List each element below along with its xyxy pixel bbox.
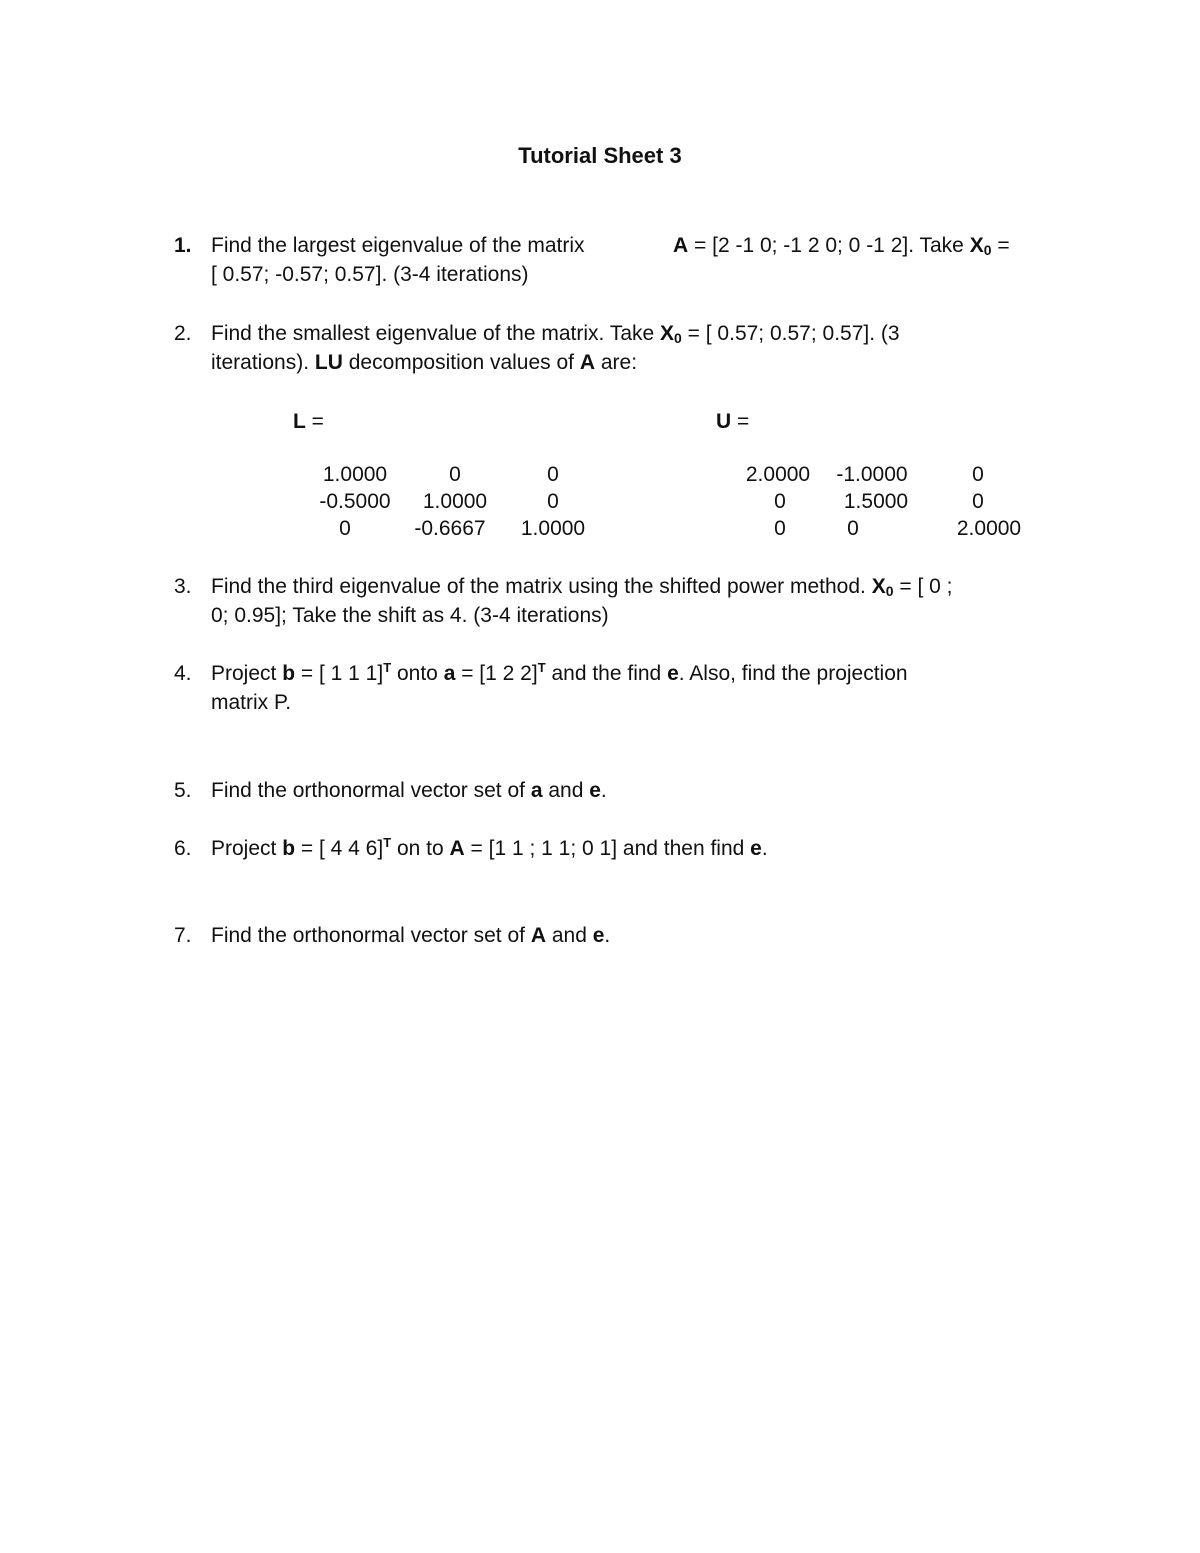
question-number: 4.: [174, 662, 192, 685]
question-text: Find the largest eigenvalue of the matrix A = [2 -1 0; -1 2 0; 0 -1 2]. Take $X_0$ = [ 0.57; -0.57; 0.57]. (3-4 iterations): [211, 234, 1010, 286]
l-cell: 1.0000: [322, 463, 388, 486]
l-cell: 0: [547, 463, 559, 486]
l-matrix-label: L =: [293, 410, 324, 433]
question-number: 7.: [174, 924, 192, 947]
l-cell: -0.6667: [414, 517, 486, 540]
question-number: 3.: [174, 575, 192, 598]
u-cell: 1.5000: [843, 490, 909, 513]
question-text: Find the third eigenvalue of the matrix using the shifted power method. $X_0$ = [ 0 ; 0; 0.95]; Take the shift as 4. (3-4 iterations): [211, 575, 953, 627]
u-cell: 0: [972, 490, 984, 513]
l-cell: 0: [449, 463, 461, 486]
u-cell: 2.0000: [956, 517, 1022, 540]
question-text: Project b = [ 4 4 6]$^T$ on to A = [1 1 ; 1 1; 0 1] and then find e.: [211, 835, 768, 860]
question-number: 2.: [174, 322, 192, 345]
u-cell: 0: [774, 517, 786, 540]
question-text: Project b = [ 1 1 1]$^T$ onto a = [1 2 2]$^T$ and the find e. Also, find the projection matrix P.: [211, 660, 908, 714]
l-cell: -0.5000: [319, 490, 391, 513]
question-text: Find the orthonormal vector set of A and e.: [211, 924, 611, 947]
question-text: Find the orthonormal vector set of a and e.: [211, 779, 607, 802]
u-cell: 0: [972, 463, 984, 486]
question-number: 5.: [174, 779, 192, 802]
u-matrix-label: U =: [716, 410, 750, 433]
question-text: Find the smallest eigenvalue of the matrix. Take $X_0$ = [ 0.57; 0.57; 0.57]. (3 iterations). LU decomposition values of A are:: [211, 322, 900, 374]
l-cell: 1.0000: [520, 517, 586, 540]
u-cell: 0: [774, 490, 786, 513]
u-cell: 0: [847, 517, 859, 540]
u-cell: 2.0000: [745, 463, 811, 486]
l-cell: 0: [339, 517, 351, 540]
u-cell: -1.0000: [836, 463, 908, 486]
question-number: 1.: [174, 234, 192, 257]
page-title: Tutorial Sheet 3: [518, 143, 682, 168]
question-number: 6.: [174, 837, 192, 860]
l-cell: 0: [547, 490, 559, 513]
l-cell: 1.0000: [422, 490, 488, 513]
